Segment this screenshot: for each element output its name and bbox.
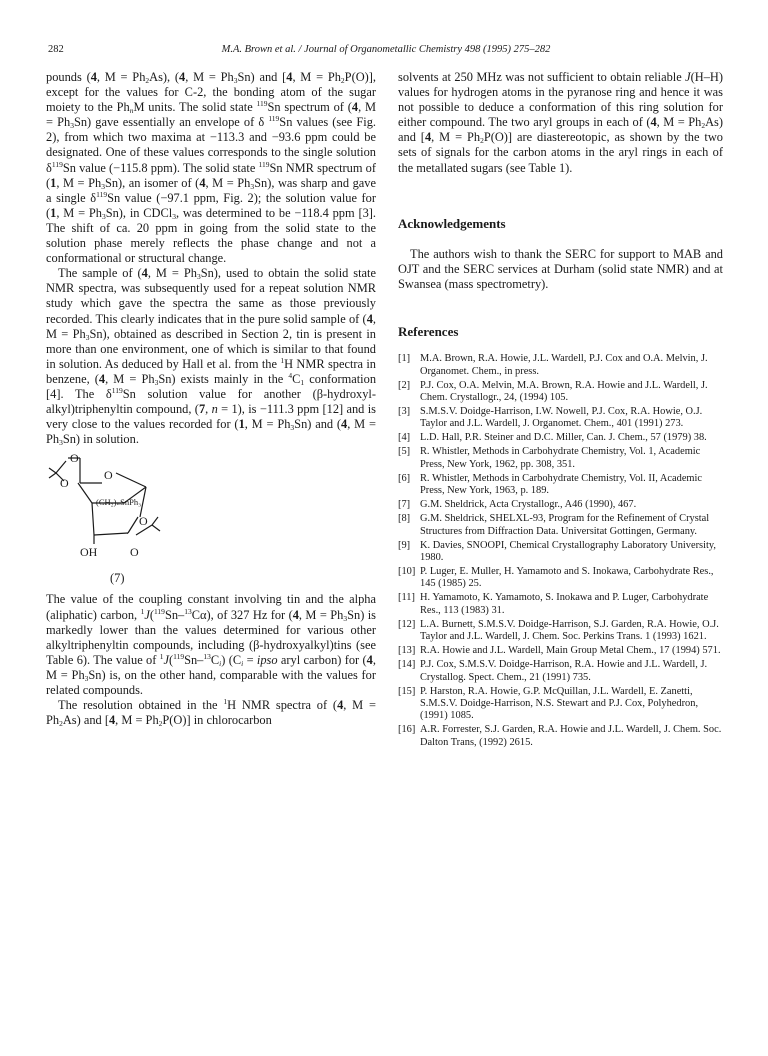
acknowledgements-text: The authors wish to thank the SERC for support to MAB and OJT and the SERC services at Durham (solid state NMR) and at Swansea (mass spectrometry). (398, 246, 723, 291)
struct-label-o1: O (70, 451, 79, 466)
reference-item: [2] P.J. Cox, O.A. Melvin, M.A. Brown, R.A. Howie and J.L. Wardell, J. Chem. Crystallogr., 24, (1994) 105. (398, 379, 708, 403)
left-paragraph-4: The resolution obtained in the $^1$H NMR spectra of (4, $M = Ph_2As$) and [4, $M = Ph_2P(O)$] in chlorocarbon (46, 697, 376, 729)
reference-item: [12] L.A. Burnett, S.M.S.V. Doidge-Harrison, S.J. Garden, R.A. Howie, O.J. Taylor and J.L. Wardell, J. Chem. Soc. Perkins Trans. 1 (1993) 1621. (398, 618, 719, 643)
left-column (46, 70, 376, 728)
reference-item: [11] H. Yamamoto, K. Yamamoto, S. Inokawa and P. Luger, Carbohydrate Res., 113 (1983) 31. (398, 592, 709, 616)
left-paragraph-2: The sample of (4, $M = Ph_3Sn$), used to obtain the solid state NMR spectra, was subsequently used for a repeat solution NMR study which gave the spectra the same as those previously recorded. This clearly indicates that in the pure solid sample of (4, $M = Ph_3Sn$), obtained as described in Section 2, tin is present in more than one environment, one of which is similar to that found in solution. As deduced by Hall et al. from the $^1$H NMR spectra in benzene, (4, $M = Ph_3Sn$) exists mainly in the $^4C_1$ conformation [4]. The $\delta^{119}Sn$ solution value for another (β-hydroxyl-alkyl)triphenyltin compound, (7, n = 1), is −111.3 ppm [12] and is very close to the values recorded for (1, $M = Ph_3Sn$) and (4, $M = Ph_3Sn$) in solution. (46, 266, 377, 448)
reference-item: [15] P. Harston, R.A. Howie, G.P. McQuillan, J.L. Wardell, E. Zanetti, S.M.S.V. Doidge-Harrison, N.S. Stewart and P.J. Cox, Polyhedron, (1991) 1085. (398, 685, 699, 722)
reference-item: [5] R. Whistler, Methods in Carbohydrate Chemistry, Vol. 1, Academic Press, New York, 1962, pp. 308, 351. (398, 446, 701, 470)
reference-item: [7] G.M. Sheldrick, Acta Crystallogr., A46 (1990), 467. (398, 499, 637, 511)
acknowledgements-heading: Acknowledgements (398, 215, 506, 231)
references-list (398, 353, 723, 749)
struct-label-o2: O (60, 476, 69, 491)
references-heading: References (398, 324, 459, 340)
chemical-structure-7 (46, 451, 376, 569)
reference-item: [1] M.A. Brown, R.A. Howie, J.L. Wardell, P.J. Cox and O.A. Melvin, J. Organomet. Chem., in press. (398, 353, 708, 377)
page-header (48, 44, 724, 60)
struct-label-o3: O (104, 468, 113, 483)
structure-caption: (7) (110, 571, 125, 586)
reference-item: [14] P.J. Cox, S.M.S.V. Doidge-Harrison, R.A. Howie and J.L. Wardell, J. Crystallog. Spect. Chem., 21 (1991) 735. (398, 659, 708, 683)
reference-item: [6] R. Whistler, Methods in Carbohydrate Chemistry, Vol. II, Academic Press, New York, 1963, p. 189. (398, 472, 703, 497)
running-head: M.A. Brown et al. / Journal of Organometallic Chemistry 498 (1995) 275–282 (221, 44, 551, 55)
reference-item: [13] R.A. Howie and J.L. Wardell, Main Group Metal Chem., 17 (1994) 571. (398, 645, 721, 657)
reference-item: [8] G.M. Sheldrick, SHELXL-93, Program for the Refinement of Crystal Structures from Diffraction Data. Universitat Gottingen, Germany. (398, 513, 710, 537)
struct-label-o4: O (139, 514, 148, 529)
page-number: 282 (48, 44, 64, 55)
struct-label-o5: O (130, 545, 139, 560)
right-paragraph-1: solvents at 250 MHz was not sufficient to obtain reliable J(H–H) values for hydrogen atoms in the pyranose ring and hence it was not possible to deduce a conformation of this ring solution for either compound. The two aryl groups in each of (4, $M = Ph_2As$) and [4, $M = Ph_2P(O)$] are diastereotopic, as shown by the two sets of signals for the carbon atoms in the aryl rings in each of the metallated sugars (see Table 1). (398, 70, 724, 175)
reference-item: [10] P. Luger, E. Muller, H. Yamamoto and S. Inokawa, Carbohydrate Res., 145 (1985) 25. (398, 565, 714, 590)
struct-label-chain: (CH₂)ₙSnPh₃ (96, 497, 142, 508)
left-paragraph-3: The value of the coupling constant involving tin and the alpha (aliphatic) carbon, $^1$J($^{119}$Sn–$^{13}$Cα), of 327 Hz for (4, $M = Ph_3Sn$) is markedly lower than the values determined for various other alkyltriphenyltin compounds, including (β-hydroxyalkyl)tins (see Table 6). The value of $^1J(^{119}Sn-^{13}C_i) (C_i$ = ipso aryl carbon) for (4, $M = Ph_3Sn$) is, on the other hand, comparable with the values for related compounds. (46, 592, 377, 697)
right-column (398, 70, 723, 751)
reference-item: [16] A.R. Forrester, S.J. Garden, R.A. Howie and J.L. Wardell, J. Chem. Soc. Dalton Trans, (1992) 2615. (398, 724, 722, 748)
reference-item: [3] S.M.S.V. Doidge-Harrison, I.W. Nowell, P.J. Cox, R.A. Howie, O.J. Taylor and J.L. Wardell, J. Organomet. Chem., 401 (1991) 273. (398, 405, 703, 430)
reference-item: [4] L.D. Hall, P.R. Steiner and D.C. Miller, Can. J. Chem., 57 (1979) 38. (398, 432, 707, 444)
struct-label-oh: OH (80, 545, 98, 560)
reference-item: [9] K. Davies, SNOOPI, Chemical Crystallography Laboratory University, 1980. (398, 539, 716, 563)
left-paragraph-1: pounds (4, $M = Ph_2As$), (4, $M = Ph_3Sn$) and [4, $M = Ph_2P(O)$], except for the values for C-2, the bonding atom of the sugar moiety to the $Ph_nM$ units. The solid state $^{119}$Sn spectrum of (4, $M = Ph_3Sn$) gave essentially an envelope of δ $^{119}$Sn values (see Fig. 2), from which two maxima at −113.3 and −93.6 ppm could be designated. One of these values corresponds to the single solution $\delta^{119}Sn$ value (−115.8 ppm). The solid state $^{119}$Sn NMR spectrum of (1, $M = Ph_3Sn$), an isomer of (4, $M = Ph_3Sn$), was sharp and gave a single $\delta^{119}Sn$ value (−97.1 ppm, Fig. 2); the solution value for (1, $M = Ph_3Sn$), in CDCl$_3$, was determined to be −118.4 ppm [3]. The shift of ca. 20 ppm in going from the solid state to the solution phase merely reflects the phase change and not a conformational or structural change. (46, 70, 377, 266)
